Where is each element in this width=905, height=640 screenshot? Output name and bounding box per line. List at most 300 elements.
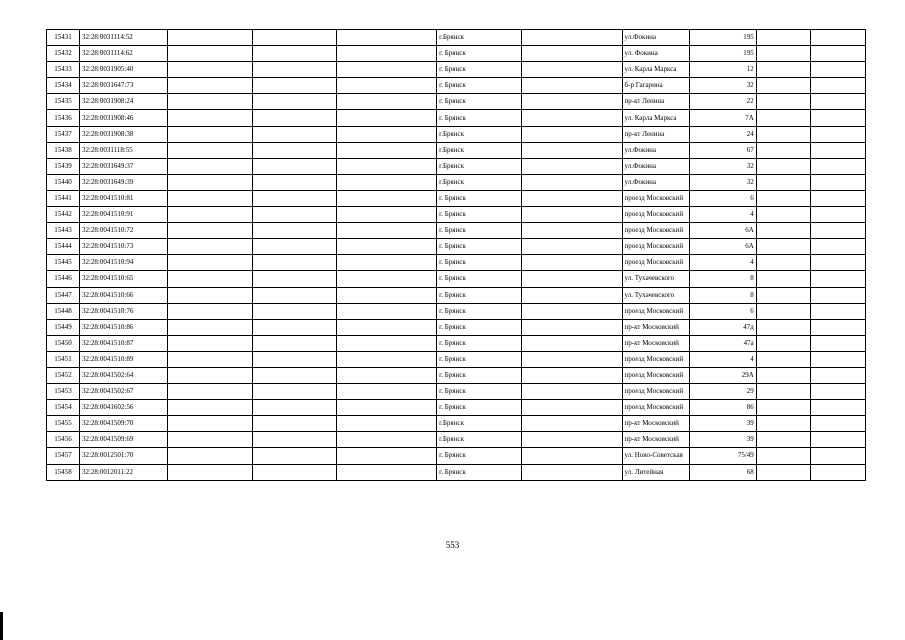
cell-empty <box>167 174 252 190</box>
table-row <box>47 207 866 223</box>
cell-empty <box>756 271 811 287</box>
cell-empty <box>811 110 866 126</box>
table-row <box>47 94 866 110</box>
cell-city: г. Брянск <box>437 271 522 287</box>
cell-empty <box>756 287 811 303</box>
cell-cadastral-number: 32:28:0031908:46 <box>79 110 167 126</box>
cell-city: г. Брянск <box>437 335 522 351</box>
cell-record-number: 15432 <box>47 46 80 62</box>
cell-empty <box>167 384 252 400</box>
cell-empty <box>337 287 437 303</box>
cell-empty <box>756 174 811 190</box>
cell-street: пр-кт Московский <box>622 432 689 448</box>
cell-empty <box>522 239 622 255</box>
cell-empty <box>167 46 252 62</box>
cell-empty <box>252 94 336 110</box>
cell-house-number: 75/49 <box>689 448 756 464</box>
cell-empty <box>337 30 437 46</box>
cell-street: проезд Московский <box>622 384 689 400</box>
cell-empty <box>522 448 622 464</box>
cell-record-number: 15448 <box>47 303 80 319</box>
cell-empty <box>522 351 622 367</box>
cell-empty <box>337 384 437 400</box>
cell-city: г. Брянск <box>437 384 522 400</box>
cell-empty <box>337 255 437 271</box>
cell-empty <box>811 126 866 142</box>
cell-cadastral-number: 32:28:0041502:67 <box>79 384 167 400</box>
cell-city: г.Брянск <box>437 126 522 142</box>
cell-empty <box>337 190 437 206</box>
cell-house-number: 32 <box>689 174 756 190</box>
cell-empty <box>252 287 336 303</box>
cell-city: г.Брянск <box>437 432 522 448</box>
cell-empty <box>811 94 866 110</box>
cell-empty <box>252 78 336 94</box>
cell-street: проезд Московский <box>622 239 689 255</box>
cell-empty <box>522 400 622 416</box>
cell-empty <box>756 303 811 319</box>
table-row <box>47 416 866 432</box>
cell-city: г. Брянск <box>437 448 522 464</box>
cell-empty <box>167 94 252 110</box>
cell-cadastral-number: 32:28:0041510:87 <box>79 335 167 351</box>
cell-house-number: 32 <box>689 158 756 174</box>
cell-city: г.Брянск <box>437 174 522 190</box>
cell-empty <box>756 126 811 142</box>
table-row <box>47 110 866 126</box>
cell-house-number: 29А <box>689 367 756 383</box>
cell-empty <box>167 62 252 78</box>
cell-empty <box>252 384 336 400</box>
cell-empty <box>337 351 437 367</box>
cell-empty <box>522 319 622 335</box>
cell-city: г.Брянск <box>437 158 522 174</box>
cell-empty <box>522 223 622 239</box>
table-row <box>47 62 866 78</box>
cell-empty <box>337 239 437 255</box>
cell-empty <box>252 255 336 271</box>
cell-empty <box>167 207 252 223</box>
cell-empty <box>811 432 866 448</box>
cell-empty <box>167 416 252 432</box>
cell-empty <box>167 271 252 287</box>
table-row <box>47 271 866 287</box>
registry-table <box>46 29 866 481</box>
cell-house-number: 24 <box>689 126 756 142</box>
cell-street: пр-кт Московский <box>622 335 689 351</box>
cell-empty <box>811 255 866 271</box>
cell-street: ул.Фокина <box>622 30 689 46</box>
cell-empty <box>337 416 437 432</box>
cell-empty <box>522 303 622 319</box>
cell-empty <box>252 190 336 206</box>
cell-empty <box>811 384 866 400</box>
cell-house-number: 8 <box>689 287 756 303</box>
cell-house-number: 29 <box>689 384 756 400</box>
cell-street: проезд Московский <box>622 223 689 239</box>
cell-empty <box>337 448 437 464</box>
cell-city: г. Брянск <box>437 94 522 110</box>
cell-street: ул. Литейная <box>622 464 689 480</box>
cell-house-number: 39 <box>689 432 756 448</box>
cell-empty <box>756 319 811 335</box>
cell-empty <box>811 62 866 78</box>
cell-street: проезд Московский <box>622 303 689 319</box>
cell-empty <box>252 110 336 126</box>
cell-empty <box>337 335 437 351</box>
cell-empty <box>756 416 811 432</box>
cell-empty <box>252 303 336 319</box>
cell-empty <box>522 271 622 287</box>
cell-empty <box>522 126 622 142</box>
cell-empty <box>337 400 437 416</box>
cell-empty <box>811 271 866 287</box>
cell-record-number: 15447 <box>47 287 80 303</box>
cell-empty <box>337 110 437 126</box>
cell-house-number: 6А <box>689 239 756 255</box>
cell-empty <box>522 174 622 190</box>
cell-house-number: 67 <box>689 142 756 158</box>
cell-empty <box>167 367 252 383</box>
cell-city: г. Брянск <box>437 46 522 62</box>
cell-street: проезд Московский <box>622 190 689 206</box>
cell-empty <box>811 464 866 480</box>
cell-empty <box>756 158 811 174</box>
cell-empty <box>252 46 336 62</box>
table-row <box>47 303 866 319</box>
cell-street: ул. Тухачевского <box>622 287 689 303</box>
cell-empty <box>337 142 437 158</box>
cell-empty <box>756 94 811 110</box>
cell-record-number: 15450 <box>47 335 80 351</box>
cell-house-number: 47д <box>689 319 756 335</box>
cell-empty <box>337 207 437 223</box>
cell-empty <box>337 432 437 448</box>
cell-empty <box>811 142 866 158</box>
cell-empty <box>811 367 866 383</box>
cell-empty <box>167 223 252 239</box>
cell-empty <box>252 207 336 223</box>
cell-record-number: 15442 <box>47 207 80 223</box>
cell-record-number: 15438 <box>47 142 80 158</box>
cell-house-number: 8 <box>689 271 756 287</box>
cell-empty <box>522 62 622 78</box>
cell-cadastral-number: 32:28:0031649:37 <box>79 158 167 174</box>
cell-empty <box>167 319 252 335</box>
cell-empty <box>756 142 811 158</box>
cell-empty <box>522 78 622 94</box>
cell-record-number: 15451 <box>47 351 80 367</box>
cell-cadastral-number: 32:28:0041509:69 <box>79 432 167 448</box>
cell-empty <box>756 464 811 480</box>
cell-empty <box>337 126 437 142</box>
cell-city: г. Брянск <box>437 190 522 206</box>
cell-empty <box>756 207 811 223</box>
table-row <box>47 174 866 190</box>
table-row <box>47 464 866 480</box>
cell-record-number: 15437 <box>47 126 80 142</box>
cell-cadastral-number: 32:28:0012011:22 <box>79 464 167 480</box>
cell-cadastral-number: 32:28:0041509:70 <box>79 416 167 432</box>
cell-empty <box>811 351 866 367</box>
cell-empty <box>167 448 252 464</box>
cell-cadastral-number: 32:28:0041510:76 <box>79 303 167 319</box>
table-row <box>47 432 866 448</box>
cell-empty <box>522 335 622 351</box>
cell-cadastral-number: 32:28:0031908:24 <box>79 94 167 110</box>
cell-street: проезд Московский <box>622 207 689 223</box>
cell-city: г. Брянск <box>437 351 522 367</box>
cell-street: ул. Карла Маркса <box>622 62 689 78</box>
cell-cadastral-number: 32:28:0041502:64 <box>79 367 167 383</box>
cell-empty <box>522 207 622 223</box>
cell-house-number: 32 <box>689 78 756 94</box>
table-row <box>47 384 866 400</box>
cell-street: проезд Московский <box>622 367 689 383</box>
cell-record-number: 15456 <box>47 432 80 448</box>
cell-record-number: 15452 <box>47 367 80 383</box>
cell-street: пр-кт Московский <box>622 416 689 432</box>
cell-empty <box>811 416 866 432</box>
cell-record-number: 15436 <box>47 110 80 126</box>
cell-empty <box>337 367 437 383</box>
cell-empty <box>522 384 622 400</box>
cell-city: г. Брянск <box>437 303 522 319</box>
cell-empty <box>252 239 336 255</box>
cell-record-number: 15431 <box>47 30 80 46</box>
table-row <box>47 46 866 62</box>
scan-edge-mark <box>0 612 3 640</box>
cell-house-number: 4 <box>689 255 756 271</box>
cell-empty <box>756 367 811 383</box>
cell-city: г. Брянск <box>437 319 522 335</box>
cell-house-number: 4 <box>689 351 756 367</box>
cell-empty <box>252 400 336 416</box>
cell-empty <box>522 287 622 303</box>
cell-street: ул. Фокина <box>622 46 689 62</box>
cell-empty <box>756 110 811 126</box>
cell-city: г. Брянск <box>437 367 522 383</box>
cell-cadastral-number: 32:28:0041510:65 <box>79 271 167 287</box>
cell-street: ул.Фокина <box>622 142 689 158</box>
cell-empty <box>167 142 252 158</box>
cell-empty <box>756 78 811 94</box>
cell-house-number: 6 <box>689 303 756 319</box>
table-row <box>47 126 866 142</box>
cell-cadastral-number: 32:28:0031114:52 <box>79 30 167 46</box>
cell-empty <box>337 158 437 174</box>
cell-city: г. Брянск <box>437 78 522 94</box>
cell-street: ул.Фокина <box>622 174 689 190</box>
cell-empty <box>811 287 866 303</box>
cell-empty <box>522 464 622 480</box>
cell-empty <box>811 46 866 62</box>
cell-house-number: 47а <box>689 335 756 351</box>
cell-empty <box>252 335 336 351</box>
cell-city: г.Брянск <box>437 142 522 158</box>
cell-house-number: 6А <box>689 223 756 239</box>
table-row <box>47 400 866 416</box>
cell-cadastral-number: 32:28:0031908:38 <box>79 126 167 142</box>
cell-empty <box>252 174 336 190</box>
table-row <box>47 448 866 464</box>
cell-empty <box>522 416 622 432</box>
cell-cadastral-number: 32:28:0031647:73 <box>79 78 167 94</box>
cell-house-number: 12 <box>689 62 756 78</box>
cell-empty <box>252 448 336 464</box>
cell-empty <box>756 62 811 78</box>
cell-empty <box>252 432 336 448</box>
cell-empty <box>811 400 866 416</box>
cell-cadastral-number: 32:28:0041602:56 <box>79 400 167 416</box>
cell-empty <box>252 62 336 78</box>
cell-empty <box>337 319 437 335</box>
cell-house-number: 195 <box>689 30 756 46</box>
cell-city: г. Брянск <box>437 110 522 126</box>
cell-empty <box>252 416 336 432</box>
cell-city: г. Брянск <box>437 400 522 416</box>
cell-record-number: 15434 <box>47 78 80 94</box>
cell-empty <box>252 464 336 480</box>
cell-empty <box>337 94 437 110</box>
cell-empty <box>167 303 252 319</box>
cell-city: г. Брянск <box>437 239 522 255</box>
cell-empty <box>167 464 252 480</box>
cell-cadastral-number: 32:28:0041510:94 <box>79 255 167 271</box>
cell-empty <box>811 158 866 174</box>
table-row <box>47 190 866 206</box>
cell-empty <box>756 46 811 62</box>
cell-city: г.Брянск <box>437 416 522 432</box>
cell-empty <box>756 432 811 448</box>
cell-city: г.Брянск <box>437 30 522 46</box>
cell-record-number: 15457 <box>47 448 80 464</box>
table-row <box>47 142 866 158</box>
cell-record-number: 15443 <box>47 223 80 239</box>
cell-city: г. Брянск <box>437 223 522 239</box>
cell-record-number: 15458 <box>47 464 80 480</box>
cell-cadastral-number: 32:28:0041510:86 <box>79 319 167 335</box>
cell-record-number: 15445 <box>47 255 80 271</box>
cell-city: г. Брянск <box>437 287 522 303</box>
cell-street: пр-кт Ленина <box>622 94 689 110</box>
cell-empty <box>756 30 811 46</box>
cell-empty <box>522 190 622 206</box>
cell-empty <box>811 303 866 319</box>
cell-empty <box>252 351 336 367</box>
cell-empty <box>337 223 437 239</box>
cell-empty <box>252 158 336 174</box>
cell-house-number: 6 <box>689 190 756 206</box>
cell-empty <box>811 190 866 206</box>
cell-street: ул. Карла Маркса <box>622 110 689 126</box>
cell-empty <box>337 174 437 190</box>
cell-empty <box>756 351 811 367</box>
cell-empty <box>337 78 437 94</box>
cell-empty <box>337 62 437 78</box>
cell-empty <box>337 271 437 287</box>
cell-cadastral-number: 32:28:0031649:39 <box>79 174 167 190</box>
cell-empty <box>811 78 866 94</box>
cell-empty <box>522 367 622 383</box>
cell-record-number: 15433 <box>47 62 80 78</box>
table-row <box>47 367 866 383</box>
table-row <box>47 78 866 94</box>
cell-record-number: 15446 <box>47 271 80 287</box>
cell-empty <box>811 30 866 46</box>
cell-street: проезд Московский <box>622 255 689 271</box>
cell-cadastral-number: 32:28:0041510:72 <box>79 223 167 239</box>
table-row <box>47 239 866 255</box>
cell-empty <box>167 110 252 126</box>
cell-cadastral-number: 32:28:0031114:62 <box>79 46 167 62</box>
cell-street: пр-кт Ленина <box>622 126 689 142</box>
cell-empty <box>337 464 437 480</box>
cell-street: проезд Московский <box>622 400 689 416</box>
table-row <box>47 223 866 239</box>
cell-empty <box>167 126 252 142</box>
cell-record-number: 15449 <box>47 319 80 335</box>
cell-city: г. Брянск <box>437 464 522 480</box>
cell-empty <box>167 30 252 46</box>
table-row <box>47 287 866 303</box>
cell-empty <box>756 384 811 400</box>
cell-empty <box>522 158 622 174</box>
cell-empty <box>252 367 336 383</box>
cell-city: г. Брянск <box>437 207 522 223</box>
cell-empty <box>811 319 866 335</box>
cell-empty <box>756 223 811 239</box>
cell-record-number: 15454 <box>47 400 80 416</box>
cell-empty <box>756 400 811 416</box>
cell-record-number: 15455 <box>47 416 80 432</box>
cell-house-number: 68 <box>689 464 756 480</box>
cell-empty <box>167 158 252 174</box>
table-row <box>47 255 866 271</box>
table-row <box>47 158 866 174</box>
cell-empty <box>167 255 252 271</box>
cell-city: г. Брянск <box>437 62 522 78</box>
cell-record-number: 15444 <box>47 239 80 255</box>
cell-empty <box>167 287 252 303</box>
cell-cadastral-number: 32:28:0041510:91 <box>79 207 167 223</box>
cell-empty <box>811 174 866 190</box>
cell-cadastral-number: 32:28:0031118:55 <box>79 142 167 158</box>
cell-empty <box>167 78 252 94</box>
cell-cadastral-number: 32:28:0041510:73 <box>79 239 167 255</box>
cell-street: ул. Тухачевского <box>622 271 689 287</box>
cell-cadastral-number: 32:28:0041510:66 <box>79 287 167 303</box>
cell-empty <box>756 335 811 351</box>
cell-empty <box>522 30 622 46</box>
page-number: 553 <box>445 540 460 550</box>
cell-empty <box>252 126 336 142</box>
cell-empty <box>522 94 622 110</box>
cell-empty <box>252 271 336 287</box>
table-row <box>47 30 866 46</box>
cell-empty <box>756 190 811 206</box>
cell-record-number: 15441 <box>47 190 80 206</box>
cell-empty <box>811 223 866 239</box>
cell-cadastral-number: 32:28:0012501:70 <box>79 448 167 464</box>
cell-street: ул. Ново-Советская <box>622 448 689 464</box>
cell-empty <box>252 142 336 158</box>
cell-empty <box>252 30 336 46</box>
cell-empty <box>522 46 622 62</box>
cell-street: б-р Гагарина <box>622 78 689 94</box>
cell-empty <box>337 303 437 319</box>
cell-street: проезд Московский <box>622 351 689 367</box>
